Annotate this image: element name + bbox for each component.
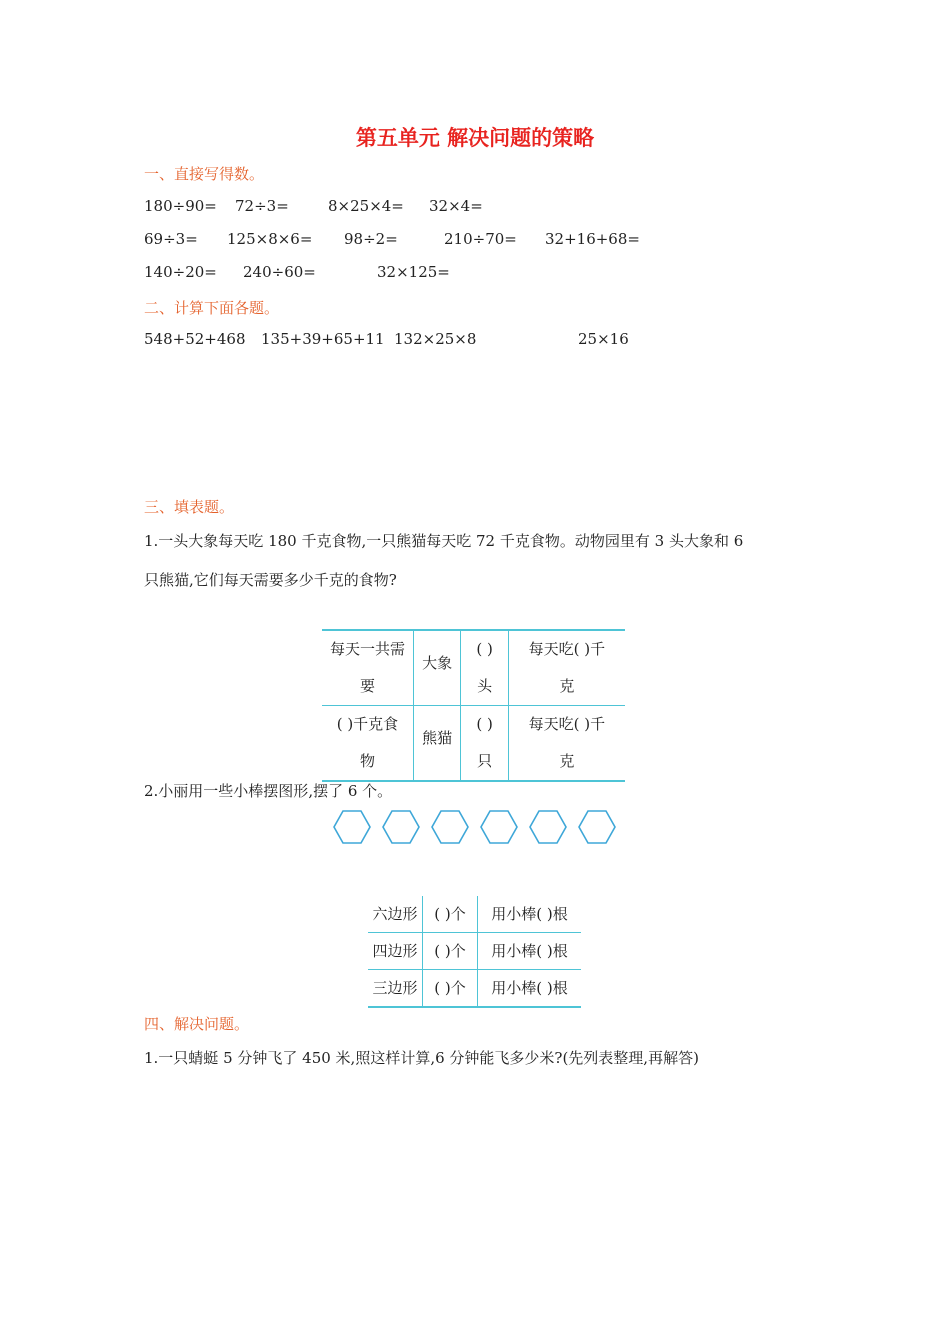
calc-item: 98÷2= bbox=[344, 230, 398, 248]
table-cell: ( )个 bbox=[423, 933, 478, 970]
table-row bbox=[368, 970, 581, 1008]
hexagon-shape bbox=[432, 811, 468, 843]
section-heading-2: 二、计算下面各题。 bbox=[144, 299, 280, 317]
cell-text: 大象 bbox=[422, 654, 453, 672]
cell-text: 每天吃( )千 bbox=[528, 715, 606, 733]
calc-item: 72÷3= bbox=[235, 197, 289, 215]
compute-item: 135+39+65+11 bbox=[261, 330, 385, 348]
table-cell: 六边形 bbox=[368, 896, 423, 933]
table-cell: ( )个 bbox=[423, 896, 478, 933]
table-cell bbox=[461, 630, 508, 706]
hexagon-icon bbox=[578, 809, 616, 845]
calc-item: 180÷90= bbox=[144, 197, 217, 215]
hexagon-shape bbox=[383, 811, 419, 843]
cell-text: ( ) bbox=[476, 640, 493, 658]
table-row bbox=[322, 706, 625, 782]
calc-row-3 bbox=[0, 263, 950, 285]
cell-text: 克 bbox=[559, 752, 575, 770]
calc-item: 125×8×6= bbox=[227, 230, 313, 248]
calc-item: 8×25×4= bbox=[328, 197, 404, 215]
question-text: 只熊猫,它们每天需要多少千克的食物? bbox=[144, 571, 397, 589]
calc-item: 32×125= bbox=[377, 263, 450, 281]
hexagon-icon bbox=[480, 809, 518, 845]
table-cell bbox=[508, 630, 625, 706]
shapes-table bbox=[368, 896, 581, 1008]
cell-text: 克 bbox=[559, 677, 575, 695]
cell-text: ( ) bbox=[476, 715, 493, 733]
table-cell: ( )个 bbox=[423, 970, 478, 1008]
compute-item: 25×16 bbox=[578, 330, 629, 348]
cell-text: 要 bbox=[359, 677, 375, 695]
hexagon-icon bbox=[529, 809, 567, 845]
question-text: 1.一只蜻蜓 5 分钟飞了 450 米,照这样计算,6 分钟能飞多少米?(先列表整理,再解答) bbox=[144, 1049, 699, 1067]
cell-text: 头 bbox=[477, 677, 493, 695]
cell-text: 物 bbox=[359, 752, 375, 770]
table-cell: 三边形 bbox=[368, 970, 423, 1008]
hexagon-shape bbox=[481, 811, 517, 843]
calc-item: 69÷3= bbox=[144, 230, 198, 248]
calc-item: 32×4= bbox=[429, 197, 483, 215]
table-cell: 用小棒( )根 bbox=[478, 970, 582, 1008]
hexagon-shape bbox=[579, 811, 615, 843]
calc-item: 210÷70= bbox=[444, 230, 517, 248]
section-heading-4: 四、解决问题。 bbox=[144, 1015, 250, 1033]
calc-row-1 bbox=[0, 197, 950, 219]
hexagon-icon bbox=[333, 809, 371, 845]
question-text: 1.一头大象每天吃 180 千克食物,一只熊猫每天吃 72 千克食物。动物园里有 3 头大象和 6 bbox=[144, 532, 744, 550]
table-cell bbox=[508, 706, 625, 782]
calc-row-2 bbox=[0, 230, 950, 252]
table-cell bbox=[413, 706, 460, 782]
table-row bbox=[322, 630, 625, 706]
table-cell: 四边形 bbox=[368, 933, 423, 970]
table-cell: 用小棒( )根 bbox=[478, 896, 582, 933]
question-text: 2.小丽用一些小棒摆图形,摆了 6 个。 bbox=[144, 782, 393, 800]
table-cell bbox=[461, 706, 508, 782]
table-cell: 用小棒( )根 bbox=[478, 933, 582, 970]
section-heading-1: 一、直接写得数。 bbox=[144, 165, 265, 183]
cell-text: ( )千克食 bbox=[336, 715, 399, 733]
cell-text: 每天吃( )千 bbox=[528, 640, 606, 658]
food-table bbox=[322, 629, 625, 782]
hexagon-shape bbox=[334, 811, 370, 843]
table-cell bbox=[322, 630, 413, 706]
cell-text: 熊猫 bbox=[422, 729, 453, 747]
cell-text: 只 bbox=[477, 752, 493, 770]
page-title: 第五单元 解决问题的策略 bbox=[355, 126, 595, 150]
compute-item: 548+52+468 bbox=[144, 330, 246, 348]
hexagon-icon bbox=[382, 809, 420, 845]
table-cell bbox=[413, 630, 460, 706]
compute-row bbox=[0, 330, 950, 352]
compute-item: 132×25×8 bbox=[394, 330, 477, 348]
table-row bbox=[368, 896, 581, 933]
hexagon-icon bbox=[431, 809, 469, 845]
table-row bbox=[368, 933, 581, 970]
calc-item: 240÷60= bbox=[243, 263, 316, 281]
calc-item: 140÷20= bbox=[144, 263, 217, 281]
hexagon-shape bbox=[530, 811, 566, 843]
section-heading-3: 三、填表题。 bbox=[144, 498, 235, 516]
cell-text: 每天一共需 bbox=[329, 640, 405, 658]
calc-item: 32+16+68= bbox=[545, 230, 640, 248]
table-cell bbox=[322, 706, 413, 782]
